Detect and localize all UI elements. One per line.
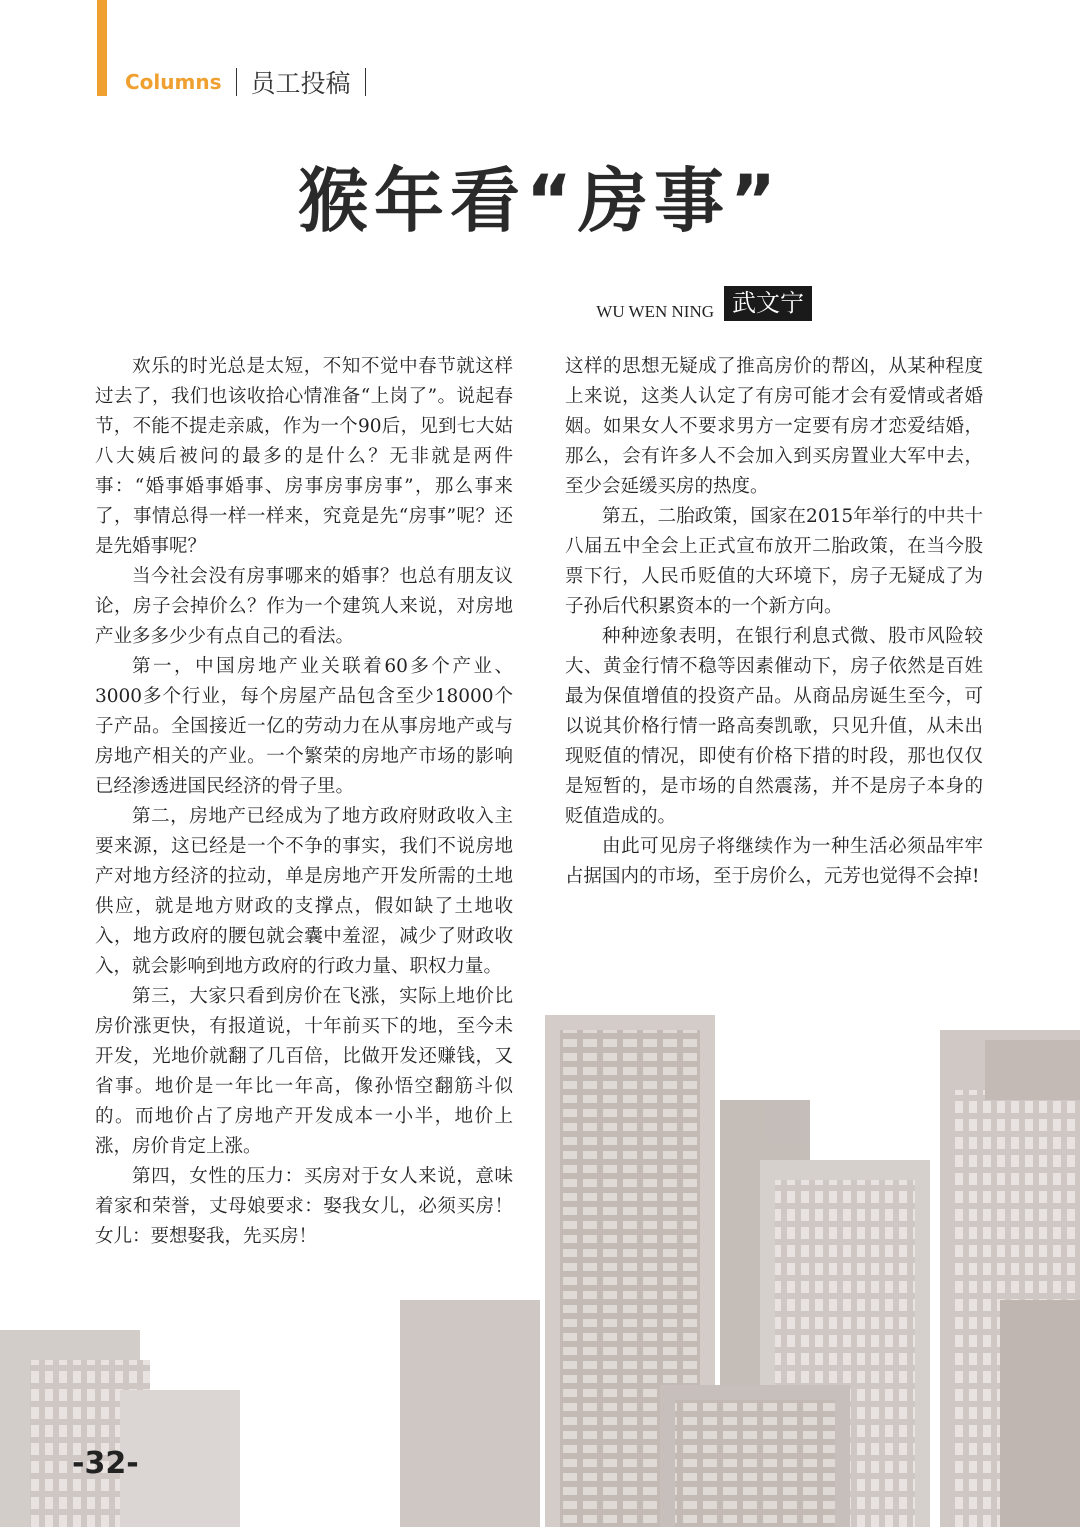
paragraph: 第一，中国房地产业关联着60多个产业、3000多个行业，每个房屋产品包含至少18000个子产品。全国接近一亿的劳动力在从事房地产或与房地产相关的产业。一个繁荣的房地产市场的影响已经渗透进国民经济的骨子里。: [95, 656, 513, 797]
column-header: [125, 64, 380, 100]
columns-label: Columns: [125, 70, 222, 94]
article-column-right: [565, 352, 983, 892]
paragraph: 第三，大家只看到房价在飞涨，实际上地价比房价涨更快，有报道说，十年前买下的地，至今未开发，光地价就翻了几百倍，比做开发还赚钱，又省事。地价是一年比一年高，像孙悟空翻筋斗似的。而地价占了房地产开发成本一小半，地价上涨，房价肯定上涨。: [95, 986, 513, 1157]
paragraph: 欢乐的时光总是太短，不知不觉中春节就这样过去了，我们也该收拾心情准备“上岗了”。说起春节，不能不提走亲戚，作为一个90后，见到七大姑八大姨后被问的最多的是什么？无非就是两件事：“婚事婚事婚事、房事房事房事”，那么事来了，事情总得一样一样来，究竟是先“房事”呢？还是先婚事呢？: [95, 356, 513, 557]
section-label: 员工投稿: [250, 69, 351, 98]
paragraph: 当今社会没有房事哪来的婚事？也总有朋友议论，房子会掉价么？作为一个建筑人来说，对房地产业多多少少有点自己的看法。: [95, 566, 513, 647]
paragraph: 第五，二胎政策，国家在2015年举行的中共十八届五中全会上正式宣布放开二胎政策，在当今股票下行，人民币贬值的大环境下，房子无疑成了为子孙后代积累资本的一个新方向。: [565, 506, 983, 617]
paragraph: 由此可见房子将继续作为一种生活必须品牢牢占据国内的市场，至于房价么，元芳也觉得不会掉!: [565, 836, 983, 887]
header-divider: [236, 68, 237, 96]
paragraph: 种种迹象表明，在银行利息式微、股市风险较大、黄金行情不稳等因素催动下，房子依然是百姓最为保值增值的投资产品。从商品房诞生至今，可以说其价格行情一路高奏凯歌，只见升值，从未出现贬值的情况，即使有价格下措的时段，那也仅仅是短暂的，是市场的自然震荡，并不是房子本身的贬值造成的。: [565, 626, 983, 827]
article-title: 猴年看“房事”: [297, 160, 782, 242]
paragraph: 第二，房地产已经成为了地方政府财政收入主要来源，这已经是一个不争的事实，我们不说房地产对地方经济的拉动，单是房地产开发所需的土地供应，就是地方财政的支撑点，假如缺了土地收入，地方政府的腰包就会囊中羞涩，减少了财政收入，就会影响到地方政府的行政力量、职权力量。: [95, 806, 513, 977]
byline: [596, 284, 812, 322]
paragraph: 第四，女性的压力：买房对于女人来说，意味着家和荣誉，丈母娘要求：娶我女儿，必须买房！女儿：要想娶我，先买房！: [95, 1166, 513, 1247]
article-column-left: [95, 352, 513, 1252]
author-name-zh: 武文宁: [724, 286, 812, 321]
page-number: -32-: [72, 1446, 139, 1481]
author-name-en: WU WEN NING: [596, 302, 714, 321]
header-divider-end: [365, 68, 366, 96]
header-accent-bar: [97, 0, 107, 96]
paragraph-continued: 这样的思想无疑成了推高房价的帮凶，从某种程度上来说，这类人认定了有房可能才会有爱情或者婚姻。如果女人不要求男方一定要有房才恋爱结婚，那么，会有许多人不会加入到买房置业大军中去，至少会延缓买房的热度。: [565, 356, 983, 497]
